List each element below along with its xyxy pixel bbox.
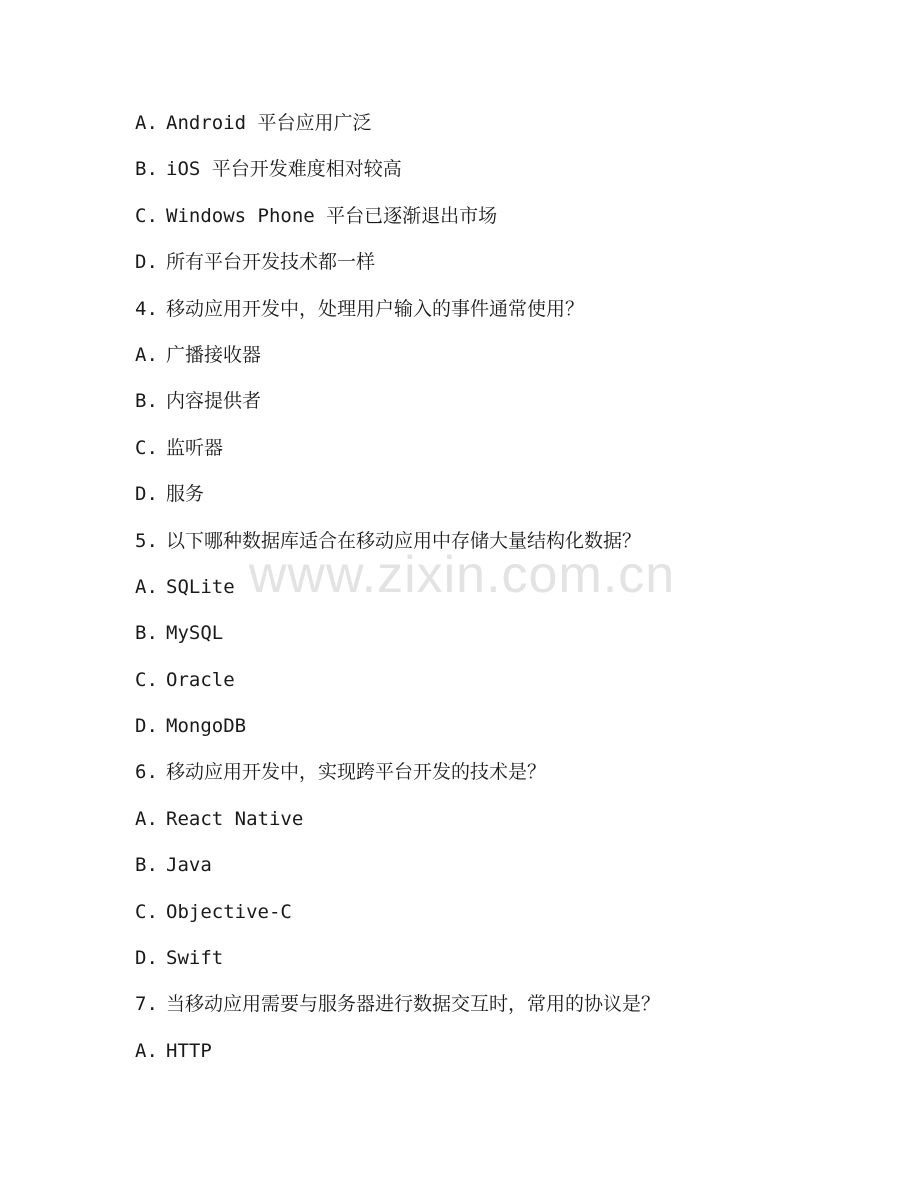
- question-number: 4.: [135, 297, 158, 320]
- question-text: 以下哪种数据库适合在移动应用中存储大量结构化数据？: [166, 529, 642, 552]
- option-text: Java: [166, 854, 212, 877]
- option-line: [135, 196, 855, 242]
- question-line: [135, 289, 855, 335]
- option-label: A.: [135, 807, 158, 830]
- option-text: MongoDB: [166, 715, 247, 738]
- option-line: [135, 242, 855, 288]
- option-line: [135, 474, 855, 520]
- option-label: C.: [135, 436, 158, 459]
- option-line: [135, 381, 855, 427]
- option-text: Objective-C: [166, 900, 292, 923]
- option-text: 服务: [166, 483, 205, 506]
- option-text: Swift: [166, 947, 224, 970]
- option-label: C.: [135, 668, 158, 691]
- option-label: A.: [135, 1039, 158, 1062]
- watermark: www.zixin.com.cn: [248, 546, 676, 604]
- option-text: Oracle: [166, 668, 235, 691]
- question-text: 当移动应用需要与服务器进行数据交互时，常用的协议是？: [166, 993, 661, 1016]
- option-text: Windows Phone 平台已逐渐退出市场: [166, 204, 498, 227]
- option-text: SQLite: [166, 575, 235, 598]
- option-label: B.: [135, 622, 158, 645]
- option-line: [135, 335, 855, 381]
- option-line: [135, 103, 855, 149]
- option-line: [135, 428, 855, 474]
- option-line: [135, 567, 855, 613]
- option-line: [135, 892, 855, 938]
- question-text: 移动应用开发中，实现跨平台开发的技术是？: [166, 761, 547, 784]
- question-text: 移动应用开发中，处理用户输入的事件通常使用？: [166, 297, 585, 320]
- option-text: 监听器: [166, 436, 224, 459]
- option-text: 所有平台开发技术都一样: [166, 251, 376, 274]
- option-line: [135, 613, 855, 659]
- option-line: [135, 706, 855, 752]
- option-line: [135, 799, 855, 845]
- option-text: iOS 平台开发难度相对较高: [166, 158, 402, 181]
- option-label: D.: [135, 715, 158, 738]
- option-line: [135, 660, 855, 706]
- option-text: React Native: [166, 807, 304, 830]
- option-label: D.: [135, 483, 158, 506]
- option-line: [135, 938, 855, 984]
- option-label: C.: [135, 204, 158, 227]
- option-text: MySQL: [166, 622, 224, 645]
- question-line: [135, 752, 855, 798]
- option-label: A.: [135, 343, 158, 366]
- question-list: [135, 103, 855, 1077]
- option-line: [135, 149, 855, 195]
- option-text: 广播接收器: [166, 343, 262, 366]
- option-line: [135, 845, 855, 891]
- option-label: B.: [135, 390, 158, 413]
- option-line: [135, 1031, 855, 1077]
- option-text: HTTP: [166, 1039, 212, 1062]
- option-label: D.: [135, 251, 158, 274]
- question-line: [135, 521, 855, 567]
- question-number: 6.: [135, 761, 158, 784]
- option-label: D.: [135, 947, 158, 970]
- option-label: B.: [135, 854, 158, 877]
- option-label: A.: [135, 112, 158, 134]
- option-label: C.: [135, 900, 158, 923]
- option-label: B.: [135, 158, 158, 181]
- option-text: 内容提供者: [166, 390, 262, 413]
- question-line: [135, 984, 855, 1030]
- question-number: 7.: [135, 993, 158, 1016]
- option-label: A.: [135, 575, 158, 598]
- question-number: 5.: [135, 529, 158, 552]
- option-text: Android 平台应用广泛: [166, 112, 372, 134]
